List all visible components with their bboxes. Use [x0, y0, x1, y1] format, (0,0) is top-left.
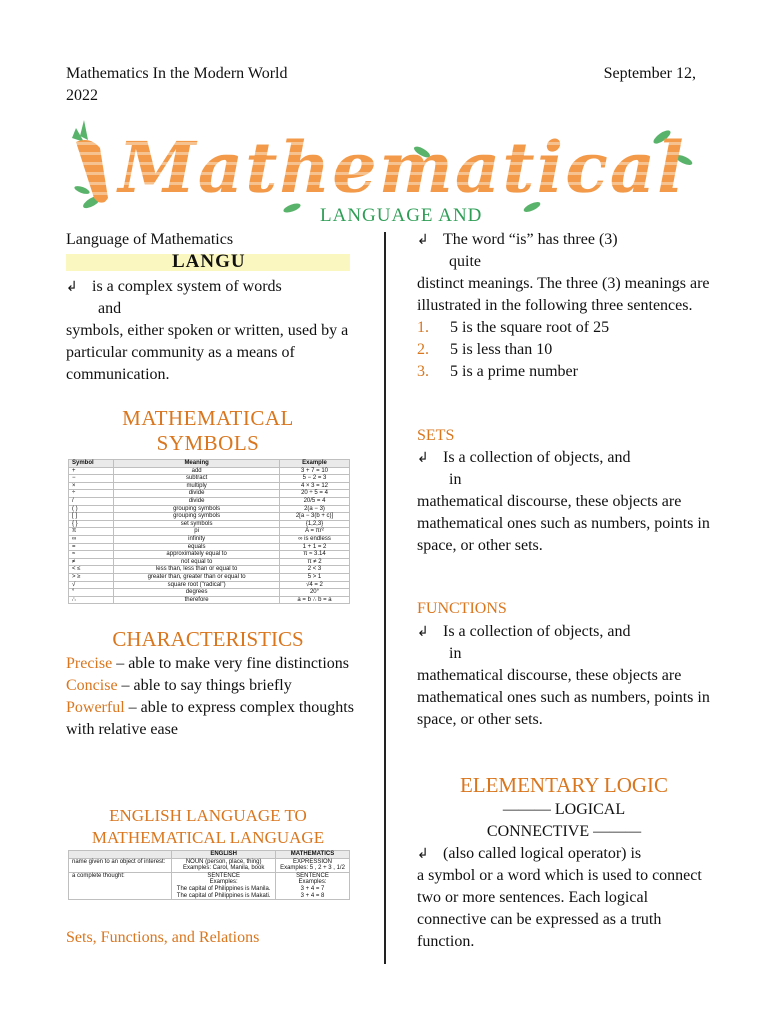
- connective-line-2: CONNECTIVE ———: [486, 823, 642, 840]
- table-cell: π ≠ 2: [280, 558, 350, 566]
- logic-line-1: (also called logical operator) is: [443, 845, 642, 862]
- symbols-heading-line2: SYMBOLS: [156, 431, 260, 455]
- char-term: Powerful: [66, 699, 125, 716]
- list-item: [417, 361, 717, 383]
- table-row: [69, 467, 350, 475]
- def-line-1: is a complex system of words: [92, 278, 282, 295]
- sets-line-2: in: [449, 471, 462, 488]
- table-row: [69, 513, 350, 521]
- functions-block: [417, 621, 717, 731]
- sfr-heading: Sets, Functions, and Relations: [66, 929, 260, 946]
- func-line-2: in: [449, 645, 462, 662]
- table-cell: EXPRESSION Examples: 5 , 2 + 3 , 1/2: [276, 858, 350, 872]
- table-cell: greater than, greater than or equal to: [114, 573, 280, 581]
- table-header-cell: Symbol: [69, 460, 114, 468]
- table-cell: −: [69, 475, 114, 483]
- table-cell: subtract: [114, 475, 280, 483]
- english-math-heading: [60, 805, 356, 849]
- table-cell: ∞: [69, 535, 114, 543]
- is-line-2: quite: [449, 253, 481, 270]
- table-cell: ×: [69, 482, 114, 490]
- func-line-1: Is a collection of objects, and: [443, 623, 631, 640]
- char-term: Precise: [66, 655, 113, 672]
- table-row: [69, 589, 350, 597]
- table-row: [69, 482, 350, 490]
- table-header-cell: [69, 851, 172, 859]
- table-cell: 5 > 1: [280, 573, 350, 581]
- table-cell: divide: [114, 490, 280, 498]
- table-cell: 5 − 2 = 3: [280, 475, 350, 483]
- table-cell: 20/5 = 4: [280, 497, 350, 505]
- table-cell: 20°: [280, 589, 350, 597]
- is-line-1: The word “is” has three (3): [443, 231, 618, 248]
- symbols-table: [68, 459, 350, 604]
- column-divider: [384, 232, 386, 964]
- table-row: [69, 566, 350, 574]
- table-cell: 3 + 7 = 10: [280, 467, 350, 475]
- logic-rest: a symbol or a word which is used to connect two or more sentences. Each logical connective can be expressed as a truth function.: [417, 867, 702, 950]
- table-cell: degrees: [114, 589, 280, 597]
- char-desc: – able to express complex thoughts with relative ease: [66, 699, 354, 738]
- def-rest: symbols, either spoken or written, used by a particular community as a means of communication.: [66, 322, 349, 383]
- table-header-cell: ENGLISH: [172, 851, 276, 859]
- table-cell: 20 ÷ 5 = 4: [280, 490, 350, 498]
- table-cell: a complete thought:: [69, 872, 172, 899]
- table-cell: add: [114, 467, 280, 475]
- table-cell: { }: [69, 520, 114, 528]
- table-cell: a = b ∴ b = a: [280, 596, 350, 604]
- table-cell: NOUN (person, place, thing) Examples: Carol, Manila, book: [172, 858, 276, 872]
- table-cell: grouping symbols: [114, 505, 280, 513]
- table-cell: √: [69, 581, 114, 589]
- table-cell: name given to an object of interest:: [69, 858, 172, 872]
- table-header-row: [69, 851, 350, 859]
- table-row: [69, 551, 350, 559]
- functions-heading: FUNCTIONS: [417, 600, 507, 617]
- table-row: [69, 528, 350, 536]
- func-rest: mathematical discourse, these objects are mathematical ones such as numbers, points in space, or other sets.: [417, 667, 710, 728]
- table-cell: π ≈ 3.14: [280, 551, 350, 559]
- table-header-cell: Example: [280, 460, 350, 468]
- list-item: [66, 653, 366, 675]
- table-cell: A = πr²: [280, 528, 350, 536]
- symbols-heading-line1: MATHEMATICAL: [122, 406, 294, 430]
- example-num: 1.: [417, 319, 429, 336]
- table-cell: approximately equal to: [114, 551, 280, 559]
- table-row: [69, 858, 350, 872]
- example-num: 2.: [417, 341, 429, 358]
- bullet-arrow-icon: ↲: [417, 450, 429, 466]
- course-title: Mathematics In the Modern World: [66, 65, 288, 82]
- table-row: [69, 581, 350, 589]
- example-text: 5 is a prime number: [450, 363, 578, 380]
- is-meanings-block: [417, 229, 717, 383]
- table-cell: 2 < 3: [280, 566, 350, 574]
- table-header-row: [69, 460, 350, 468]
- list-item: [66, 675, 366, 697]
- table-cell: ( ): [69, 505, 114, 513]
- table-row: [69, 475, 350, 483]
- document-header: [66, 63, 696, 107]
- table-cell: 4 × 3 = 12: [280, 482, 350, 490]
- table-row: [69, 558, 350, 566]
- table-cell: ÷: [69, 490, 114, 498]
- english-math-heading-line1: ENGLISH LANGUAGE TO: [109, 806, 307, 825]
- characteristics-heading: CHARACTERISTICS: [112, 627, 304, 651]
- table-cell: square root ("radical"): [114, 581, 280, 589]
- table-cell: ≈: [69, 551, 114, 559]
- table-row: [69, 535, 350, 543]
- table-cell: ≠: [69, 558, 114, 566]
- table-row: [69, 497, 350, 505]
- english-math-table: [68, 850, 350, 900]
- table-cell: pi: [114, 528, 280, 536]
- table-cell: divide: [114, 497, 280, 505]
- table-cell: √4 = 2: [280, 581, 350, 589]
- table-row: [69, 490, 350, 498]
- characteristics-list: [66, 653, 366, 741]
- table-cell: °: [69, 589, 114, 597]
- table-cell: therefore: [114, 596, 280, 604]
- table-cell: 2(a − 3): [280, 505, 350, 513]
- banner-word: Mathematical: [118, 126, 686, 209]
- table-cell: set symbols: [114, 520, 280, 528]
- table-cell: SENTENCE Examples: The capital of Philippines is Manila. The capital of Philippines is Makati.: [172, 872, 276, 899]
- header-year: 2022: [66, 87, 98, 104]
- table-cell: multiply: [114, 482, 280, 490]
- table-cell: +: [69, 467, 114, 475]
- char-term: Concise: [66, 677, 118, 694]
- table-cell: > ≥: [69, 573, 114, 581]
- table-cell: not equal to: [114, 558, 280, 566]
- sets-heading: SETS: [417, 427, 455, 444]
- table-cell: less than, less than or equal to: [114, 566, 280, 574]
- char-desc: – able to make very fine distinctions: [112, 655, 350, 672]
- example-text: 5 is less than 10: [450, 341, 553, 358]
- table-cell: =: [69, 543, 114, 551]
- bullet-arrow-icon: ↲: [417, 846, 429, 862]
- table-cell: {1,2,3}: [280, 520, 350, 528]
- table-row: [69, 543, 350, 551]
- list-item: [417, 317, 717, 339]
- list-item: [417, 339, 717, 361]
- table-cell: equals: [114, 543, 280, 551]
- bullet-arrow-icon: ↲: [417, 232, 429, 248]
- def-line-2: and: [98, 300, 122, 317]
- english-math-heading-line2: MATHEMATICAL LANGUAGE: [91, 828, 325, 847]
- table-row: [69, 596, 350, 604]
- table-row: [69, 573, 350, 581]
- intro-label: Language of Mathematics: [66, 231, 234, 248]
- example-num: 3.: [417, 363, 429, 380]
- sets-block: [417, 447, 717, 557]
- table-cell: [ ]: [69, 513, 114, 521]
- table-cell: infinity: [114, 535, 280, 543]
- banner-subtitle: LANGUAGE AND: [320, 205, 483, 226]
- table-cell: ∞ is endless: [280, 535, 350, 543]
- table-cell: 1 + 1 = 2: [280, 543, 350, 551]
- table-row: [69, 872, 350, 899]
- header-date: September 12,: [603, 65, 696, 82]
- table-cell: 2[a − 3(b + c)]: [280, 513, 350, 521]
- char-desc: – able to say things briefly: [117, 677, 292, 694]
- table-row: [69, 520, 350, 528]
- table-cell: /: [69, 497, 114, 505]
- logic-heading: ELEMENTARY LOGIC: [459, 773, 669, 797]
- sets-rest: mathematical discourse, these objects are mathematical ones such as numbers, points in space, or other sets.: [417, 493, 710, 554]
- table-cell: grouping symbols: [114, 513, 280, 521]
- list-item: [66, 697, 366, 741]
- lang-heading: LANGU: [172, 251, 246, 272]
- table-header-cell: MATHEMATICS: [276, 851, 350, 859]
- is-rest: distinct meanings. The three (3) meanings are illustrated in the following three sentences.: [417, 275, 710, 314]
- logic-block: [417, 843, 717, 953]
- sets-line-1: Is a collection of objects, and: [443, 449, 631, 466]
- table-cell: < ≤: [69, 566, 114, 574]
- table-header-cell: Meaning: [114, 460, 280, 468]
- definition-block: [66, 276, 366, 386]
- bullet-arrow-icon: ↲: [66, 279, 78, 295]
- table-cell: SENTENCE Examples: 3 + 4 = 7 3 + 4 = 8: [276, 872, 350, 899]
- table-cell: ∴: [69, 596, 114, 604]
- example-text: 5 is the square root of 25: [450, 319, 610, 336]
- symbols-heading: [60, 406, 356, 456]
- table-row: [69, 505, 350, 513]
- connective-heading: [407, 799, 721, 843]
- bullet-arrow-icon: ↲: [417, 624, 429, 640]
- table-cell: π: [69, 528, 114, 536]
- connective-line-1: ——— LOGICAL: [502, 801, 626, 818]
